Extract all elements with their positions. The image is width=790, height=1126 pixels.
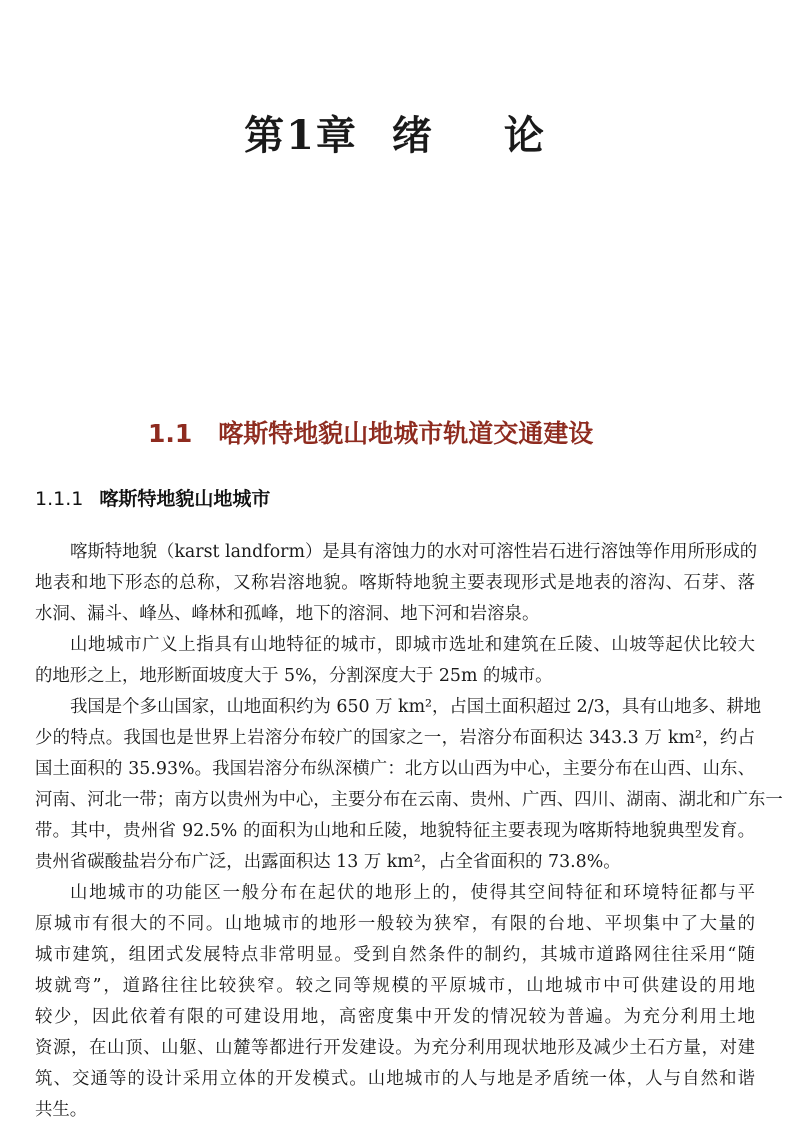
chapter-number: 第1章 (244, 112, 358, 159)
text-line: 较少，因此依着有限的可建设用地，高密度集中开发的情况较为普遍。为充分利用土地 (35, 1007, 755, 1027)
chapter-title (0, 104, 790, 161)
text-line: 水洞、漏斗、峰丛、峰林和孤峰，地下的溶洞、地下河和岩溶泉。 (35, 604, 540, 624)
text-line: 贵州省碳酸盐岩分布广泛，出露面积达 13 万 km²，占全省面积的 73.8%。 (35, 852, 621, 872)
body-text (35, 537, 783, 1126)
text-line: 城市建筑，组团式发展特点非常明显。受到自然条件的制约，其城市道路网往往采用“随 (35, 945, 755, 965)
text-line: 少的特点。我国也是世界上岩溶分布较广的国家之一，岩溶分布面积达 343.3 万 km²，约占 (35, 728, 755, 748)
text-line: 河南、河北一带；南方以贵州为中心，主要分布在云南、贵州、广西、四川、湖南、湖北和广东一 (35, 790, 783, 810)
text-line: 喀斯特地貌（karst landform）是具有溶蚀力的水对可溶性岩石进行溶蚀等作用所形成的 (70, 542, 758, 562)
text-line: 资源，在山顶、山躯、山麓等都进行开发建设。为充分利用现状地形及减少土石方量，对建 (35, 1038, 755, 1058)
subsection-number: 1.1.1 (35, 488, 84, 510)
text-line: 山地城市的功能区一般分布在起伏的地形上的，使得其空间特征和环境特征都与平 (70, 883, 755, 903)
text-line: 山地城市广义上指具有山地特征的城市，即城市选址和建筑在丘陵、山坡等起伏比较大 (70, 635, 755, 655)
section-title: 喀斯特地貌山地城市轨道交通建设 (218, 419, 594, 448)
chapter-title-char-2: 论 (503, 112, 546, 159)
text-line: 我国是个多山国家，山地面积约为 650 万 km²，占国土面积超过 2/3，具有山地多、耕地 (70, 697, 762, 717)
text-line: 坡就弯”，道路往往比较狭窄。较之同等规模的平原城市，山地城市中可供建设的用地 (35, 976, 755, 996)
subsection-title: 喀斯特地貌山地城市 (99, 488, 271, 510)
paragraph (35, 630, 755, 692)
paragraph (35, 537, 758, 630)
chapter-title-char-1: 绪 (391, 112, 434, 159)
paragraph (35, 878, 755, 1126)
text-line: 筑、交通等的设计采用立体的开发模式。山地城市的人与地是矛盾统一体，人与自然和谐 (35, 1069, 755, 1089)
section-heading (148, 414, 593, 450)
text-line: 共生。 (35, 1100, 88, 1120)
text-line: 原城市有很大的不同。山地城市的地形一般较为狭窄，有限的台地、平坝集中了大量的 (35, 914, 755, 934)
section-number: 1.1 (148, 419, 193, 448)
text-line: 国土面积的 35.93%。我国岩溶分布纵深横广：北方以山西为中心，主要分布在山西、山东、 (35, 759, 755, 779)
text-line: 地表和地下形态的总称，又称岩溶地貌。喀斯特地貌主要表现形式是地表的溶沟、石芽、落 (35, 573, 755, 593)
text-line: 的地形之上，地形断面坡度大于 5%，分割深度大于 25m 的城市。 (35, 666, 553, 686)
paragraph (35, 692, 783, 878)
text-line: 带。其中，贵州省 92.5% 的面积为山地和丘陵，地貌特征主要表现为喀斯特地貌典型发育。 (35, 821, 755, 841)
subsection-heading (35, 484, 270, 511)
